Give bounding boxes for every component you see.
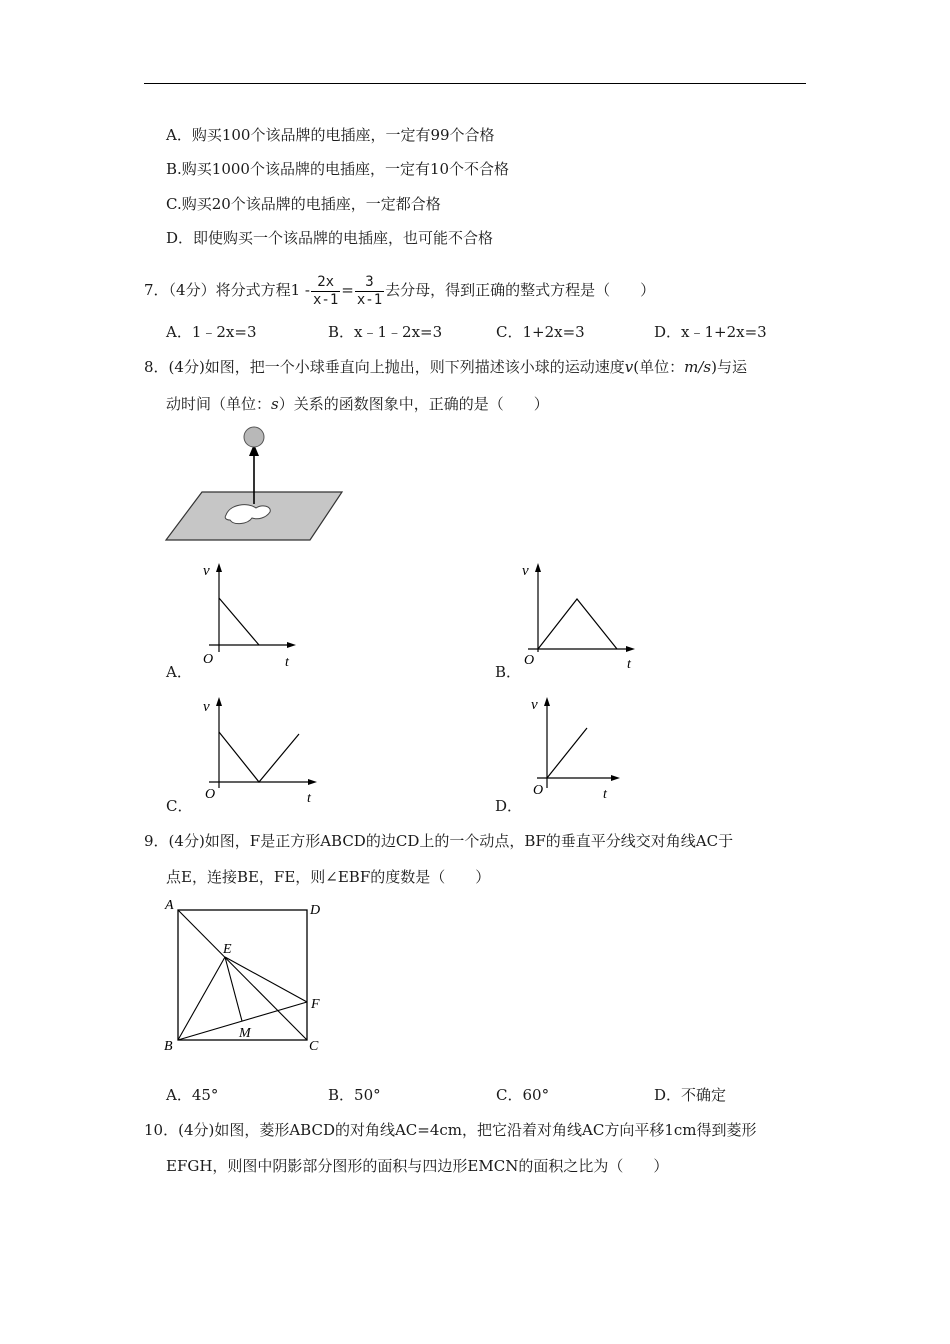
q9-option-c: C．60° xyxy=(496,1086,550,1104)
graph-d-v-label: v xyxy=(531,697,538,713)
graph-d xyxy=(525,692,625,807)
graph-a-t-label: t xyxy=(285,655,289,670)
point-d-label: D xyxy=(310,903,321,918)
q10-stem-line2: EFGH，则图中阴影部分图形的面积与四边形EMCN的面积之比为（ ） xyxy=(166,1157,669,1175)
graph-d-t-arrow-icon xyxy=(611,775,620,781)
point-m-label: M xyxy=(239,1026,251,1041)
graph-b-v-arrow-icon xyxy=(535,563,541,572)
ball-throw-figure xyxy=(160,420,350,545)
q7-frac2-denominator: x-1 xyxy=(356,291,383,308)
q6-option-b: B.购买1000个该品牌的电插座，一定有10个不合格 xyxy=(166,160,510,178)
q7-fraction-2 xyxy=(355,274,384,309)
point-a-label: A xyxy=(165,898,174,913)
q8-line1-unit-label: (单位： xyxy=(633,358,685,376)
q7-option-c: C．1+2x=3 xyxy=(496,323,585,341)
graph-a-v-arrow-icon xyxy=(216,563,222,572)
q8-unit-ms: m/s xyxy=(684,358,712,376)
graph-c-origin-label: O xyxy=(205,787,216,802)
graph-b-label: B． xyxy=(495,663,522,681)
square-figure xyxy=(160,895,340,1060)
q6-option-a: A．购买100个该品牌的电插座，一定有99个合格 xyxy=(166,126,495,144)
graph-b xyxy=(514,560,644,672)
graph-a xyxy=(195,560,305,672)
q9-stem-line2: 点E，连接BE，FE，则∠EBF的度数是（ ） xyxy=(166,868,491,886)
q8-unit-s: s xyxy=(271,395,279,413)
q8-line1-text: 8．(4分)如图，把一个小球垂直向上抛出，则下列描述该小球的运动速度 xyxy=(144,358,625,376)
graph-c-t-label: t xyxy=(307,791,311,806)
q7-stem xyxy=(144,273,655,309)
q9-option-b: B．50° xyxy=(328,1086,381,1104)
ball-icon xyxy=(244,427,264,447)
graph-a-t-arrow-icon xyxy=(287,642,296,648)
q8-line2-text: 动时间（单位： xyxy=(166,395,272,413)
q8-line2-tail: ）关系的函数图象中，正确的是（ ） xyxy=(278,395,549,413)
q9-option-d: D．不确定 xyxy=(654,1086,727,1104)
graph-c-curve xyxy=(219,732,299,782)
graph-c-t-arrow-icon xyxy=(308,779,317,785)
q9-stem-line1: 9．(4分)如图，F是正方形ABCD的边CD上的一个动点，BF的垂直平分线交对角线AC于 xyxy=(144,832,734,850)
graph-b-origin-label: O xyxy=(524,653,535,668)
q10-stem-line1: 10．(4分)如图，菱形ABCD的对角线AC=4cm，把它沿着对角线AC方向平移1cm得到菱形 xyxy=(144,1121,757,1139)
q6-option-c: C.购买20个该品牌的电插座，一定都合格 xyxy=(166,195,441,213)
q8-var-v: v xyxy=(624,358,634,376)
q7-frac1-numerator: 2x xyxy=(311,274,340,292)
segment-be xyxy=(178,957,225,1040)
q7-suffix: 去分母，得到正确的整式方程是（ ） xyxy=(385,281,656,299)
point-c-label: C xyxy=(309,1039,319,1054)
graph-c-v-arrow-icon xyxy=(216,697,222,706)
q7-frac1-denominator: x-1 xyxy=(312,291,339,308)
q9-option-a: A．45° xyxy=(166,1086,219,1104)
graph-d-origin-label: O xyxy=(533,783,544,798)
graph-a-origin-label: O xyxy=(203,652,214,667)
graph-b-t-arrow-icon xyxy=(626,646,635,652)
q8-stem-line1 xyxy=(144,357,747,377)
point-f-label: F xyxy=(311,997,320,1012)
graph-b-v-label: v xyxy=(522,563,529,579)
q7-option-b: B．x﹣1﹣2x=3 xyxy=(328,323,443,341)
graph-a-v-label: v xyxy=(203,563,210,579)
graph-d-t-label: t xyxy=(603,787,607,802)
segment-ef xyxy=(225,957,307,1002)
q8-line1-tail: )与运 xyxy=(711,358,747,376)
q7-option-d: D．x﹣1+2x=3 xyxy=(654,323,767,341)
q7-option-a: A．1﹣2x=3 xyxy=(166,323,257,341)
graph-c-label: C． xyxy=(166,797,193,815)
header-rule xyxy=(144,83,806,84)
q7-frac2-numerator: 3 xyxy=(355,274,384,292)
q6-option-d: D．即使购买一个该品牌的电插座，也可能不合格 xyxy=(166,229,494,247)
q7-prefix: 7．（4分）将分式方程1 - xyxy=(144,281,310,299)
q8-stem-line2 xyxy=(166,394,549,414)
graph-c xyxy=(195,692,325,807)
point-e-label: E xyxy=(223,942,232,957)
graph-d-curve xyxy=(547,728,587,778)
graph-a-curve xyxy=(219,598,259,645)
graph-d-label: D． xyxy=(495,797,523,815)
graph-b-t-label: t xyxy=(627,657,631,672)
graph-d-v-arrow-icon xyxy=(544,697,550,706)
q7-equals: = xyxy=(341,281,354,299)
q7-fraction-1 xyxy=(311,274,340,309)
point-b-label: B xyxy=(164,1039,173,1054)
graph-b-curve xyxy=(538,599,617,649)
graph-a-label: A． xyxy=(166,663,192,681)
graph-c-v-label: v xyxy=(203,699,210,715)
